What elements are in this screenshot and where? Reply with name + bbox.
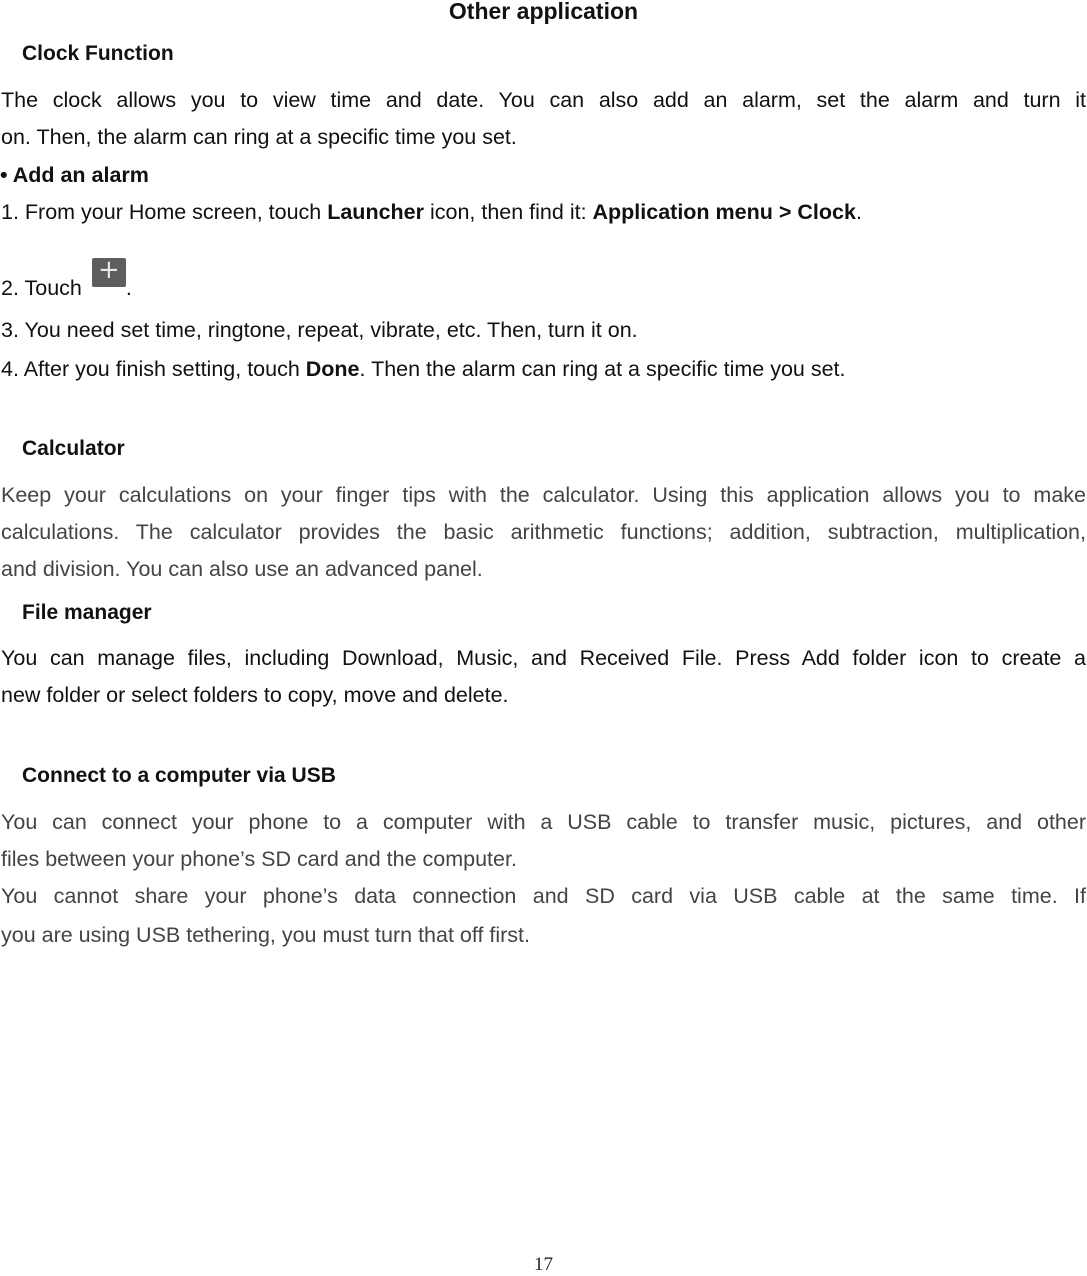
application-menu-path: Application menu > Clock bbox=[592, 200, 856, 224]
calculator-line-2: calculations. The calculator provides the basic arithmetic functions; addition, subtraction, multiplication, bbox=[1, 520, 1086, 544]
step-2-end: . bbox=[125, 276, 132, 300]
file-manager-line-1: You can manage files, including Download, Music, and Received File. Press Add folder icon to create a bbox=[1, 646, 1086, 670]
usb-line-4: you are using USB tethering, you must turn that off first. bbox=[1, 923, 531, 947]
done-label: Done bbox=[305, 357, 360, 381]
add-alarm-heading: • Add an alarm bbox=[0, 163, 149, 187]
clock-intro-line-1: The clock allows you to view time and date. You can also add an alarm, set the alarm and turn it bbox=[1, 88, 1086, 112]
file-manager-line-2: new folder or select folders to copy, move and delete. bbox=[1, 683, 509, 707]
calculator-heading: Calculator bbox=[22, 437, 125, 460]
clock-step-4 bbox=[1, 356, 846, 382]
usb-line-1: You can connect your phone to a computer with a USB cable to transfer music, pictures, and other bbox=[1, 810, 1086, 834]
clock-function-heading: Clock Function bbox=[22, 42, 174, 65]
add-icon: + bbox=[92, 258, 126, 287]
usb-heading: Connect to a computer via USB bbox=[22, 764, 336, 787]
clock-step-1 bbox=[1, 199, 862, 225]
calculator-line-3: and division. You can also use an advanced panel. bbox=[1, 557, 483, 581]
launcher-label: Launcher bbox=[327, 200, 424, 224]
clock-intro-line-2: on. Then, the alarm can ring at a specific time you set. bbox=[1, 125, 517, 149]
file-manager-heading: File manager bbox=[22, 601, 152, 624]
usb-line-3: You cannot share your phone’s data connection and SD card via USB cable at the same time. If bbox=[1, 884, 1086, 908]
step-1-middle: icon, then find it: bbox=[424, 200, 593, 224]
page-number: 17 bbox=[534, 1254, 553, 1275]
step-1-end: . bbox=[855, 200, 862, 224]
usb-line-2: files between your phone’s SD card and the computer. bbox=[1, 847, 517, 871]
step-4-prefix: 4. After you finish setting, touch bbox=[1, 357, 306, 381]
page-title: Other application bbox=[448, 0, 639, 24]
calculator-line-1: Keep your calculations on your finger tips with the calculator. Using this application allows you to make bbox=[1, 483, 1086, 507]
step-2-prefix: 2. Touch bbox=[1, 276, 82, 300]
clock-step-3: 3. You need set time, ringtone, repeat, vibrate, etc. Then, turn it on. bbox=[1, 318, 638, 342]
step-1-prefix: 1. From your Home screen, touch bbox=[1, 200, 328, 224]
step-4-end: . Then the alarm can ring at a specific time you set. bbox=[359, 357, 846, 381]
clock-step-2 bbox=[1, 255, 132, 301]
